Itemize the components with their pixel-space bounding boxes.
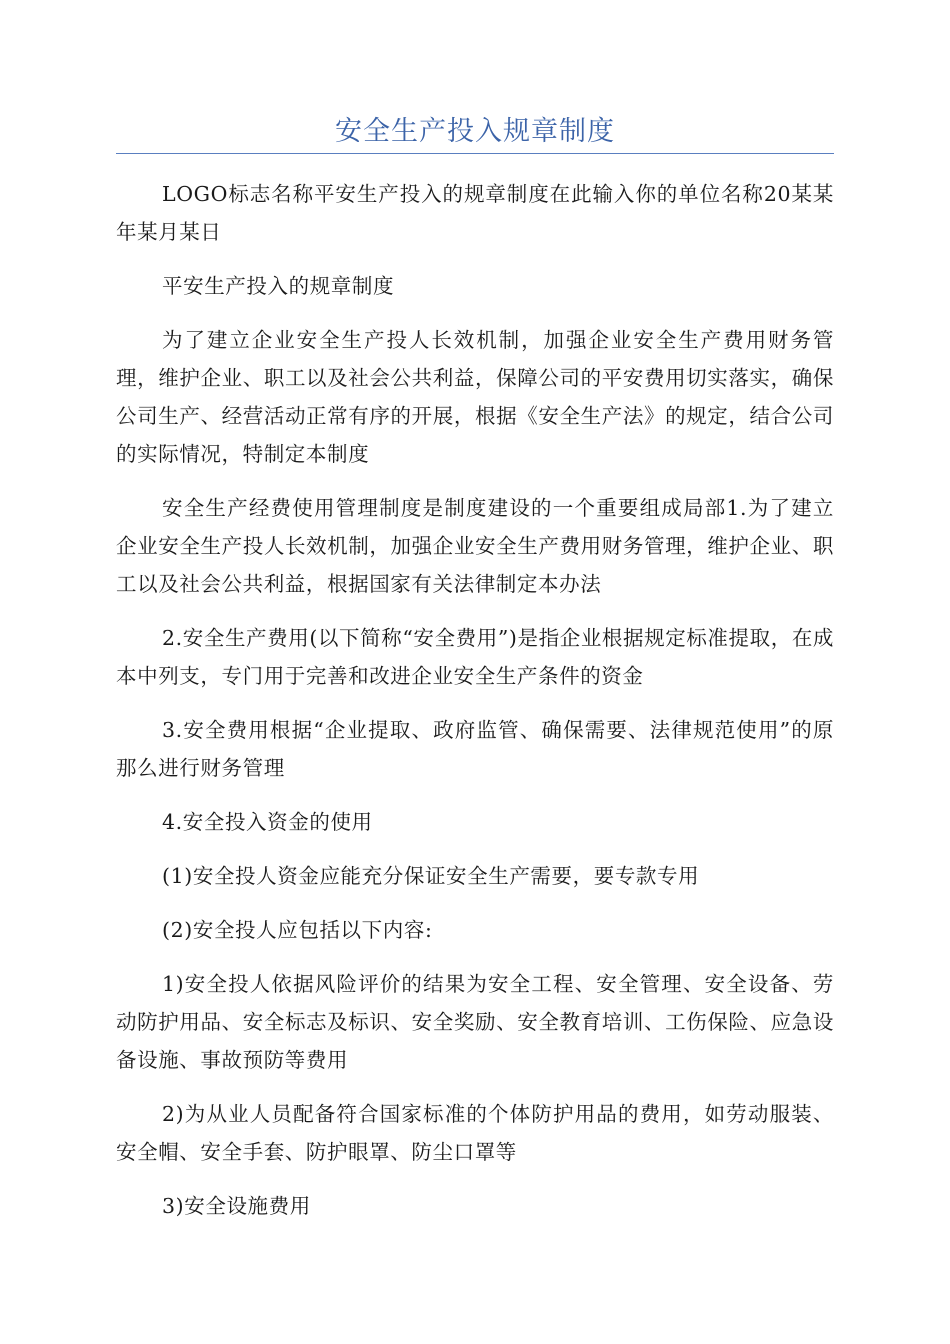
paragraph-subsub-3: 3)安全设施费用 bbox=[162, 1194, 311, 1218]
paragraph-subsub-1: 1)安全投人依据风险评价的结果为安全工程、安全管理、安全设备、劳动防护用品、安全标志及标识、安全奖励、安全教育培训、工伤保险、应急设备设施、事故预防等费用 bbox=[116, 972, 834, 1072]
paragraph-sub-1: (1)安全投人资金应能充分保证安全生产需要，要专款专用 bbox=[162, 864, 700, 888]
document-body bbox=[116, 175, 834, 1241]
paragraph-item-3: 3.安全费用根据“企业提取、政府监管、确保需要、法律规范使用”的原那么进行财务管理 bbox=[116, 718, 834, 780]
paragraph-item-4: 4.安全投入资金的使用 bbox=[162, 810, 373, 834]
document-title: 安全生产投入规章制度 bbox=[335, 116, 615, 147]
paragraph-purpose: 为了建立企业安全生产投人长效机制，加强企业安全生产费用财务管理，维护企业、职工以及社会公共利益，保障公司的平安费用切实落实，确保公司生产、经营活动正常有序的开展，根据《安全生产法》的规定，结合公司的实际情况，特制定本制度 bbox=[116, 328, 834, 466]
paragraph-subsub-2: 2)为从业人员配备符合国家标准的个体防护用品的费用，如劳动服装、安全帽、安全手套、防护眼罩、防尘口罩等 bbox=[116, 1102, 834, 1164]
title-underline bbox=[116, 153, 834, 154]
paragraph-sub-2: (2)安全投人应包括以下内容: bbox=[162, 918, 433, 942]
paragraph-logo-line: LOGO标志名称平安生产投入的规章制度在此输入你的单位名称20某某年某月某日 bbox=[116, 182, 834, 244]
paragraph-item-2: 2.安全生产费用(以下简称“安全费用”)是指企业根据规定标准提取，在成本中列支，专门用于完善和改进企业安全生产条件的资金 bbox=[116, 626, 835, 688]
paragraph-item-1: 安全生产经费使用管理制度是制度建设的一个重要组成局部1.为了建立企业安全生产投人长效机制，加强企业安全生产费用财务管理，维护企业、职工以及社会公共利益，根据国家有关法律制定本办法 bbox=[116, 496, 834, 596]
paragraph-subtitle: 平安生产投入的规章制度 bbox=[162, 274, 395, 298]
